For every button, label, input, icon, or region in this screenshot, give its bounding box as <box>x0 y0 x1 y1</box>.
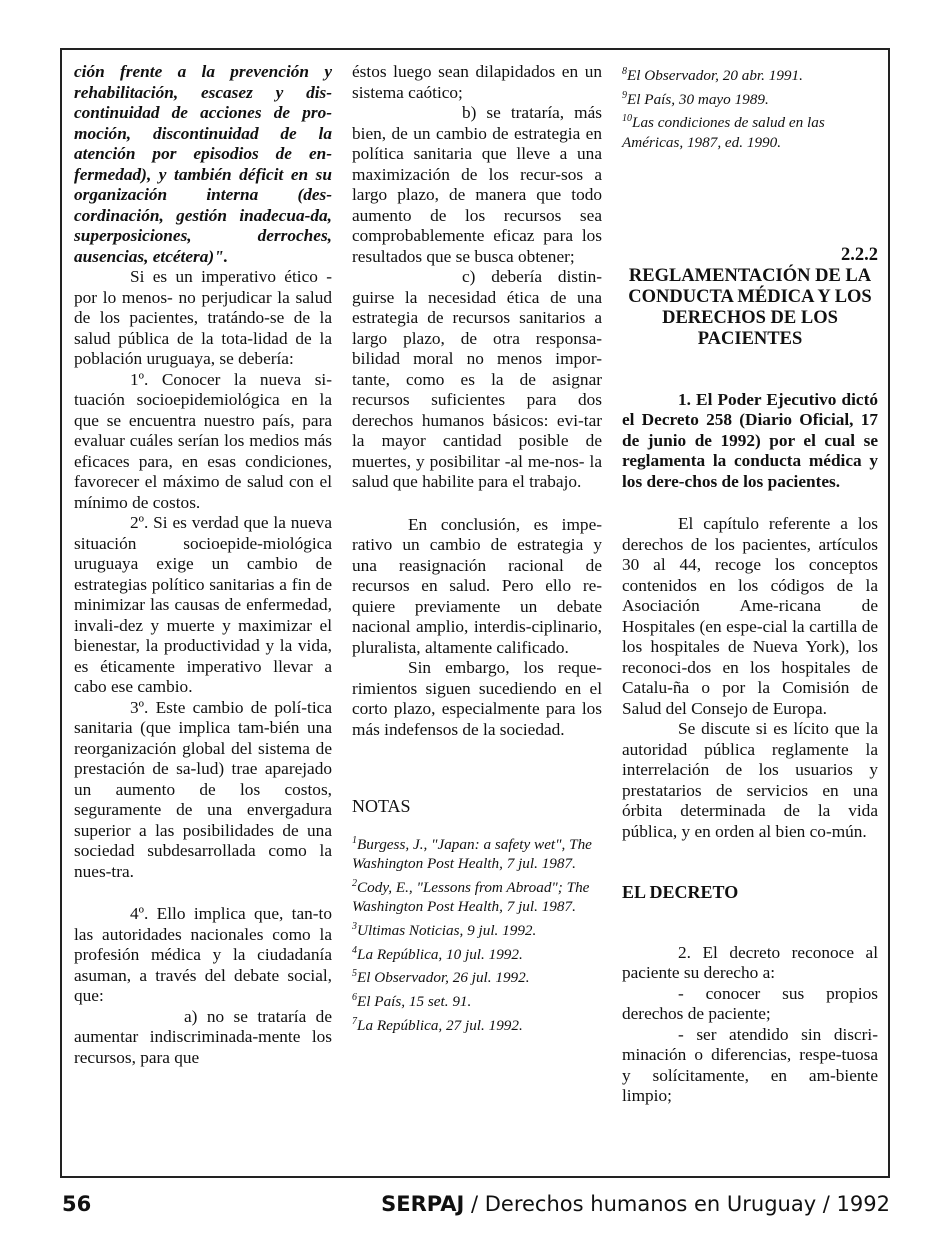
paragraph-point-4: 4º. Ello implica que, tan-to las autoridades nacionales como la profesión médica y la ciudadanía asuman, a través del debate social, que: <box>74 904 332 1005</box>
publication-footer <box>381 1192 890 1216</box>
section-title: REGLAMENTACIÓN DE LA CONDUCTA MÉDICA Y LOS DERECHOS DE LOS PACIENTES <box>628 265 872 349</box>
column-1 <box>74 62 332 1068</box>
page-number: 56 <box>62 1192 92 1216</box>
note-item: $^9$El País, 30 mayo 1989. <box>622 89 769 108</box>
quote-text-a: ción frente a la prevención y rehabilitación, escasez y dis-continuidad de acciones de pro-moción, discontinuidad de la atención por episodios de en-fermedad), y <box>74 62 332 184</box>
list-item-non-discrimination: - ser atendido sin discri-minación o diferencias, respe-tuosa y solícitamente, en am-biente limpio; <box>622 1024 878 1106</box>
list-item-know-rights: - conocer sus propios derechos de paciente; <box>622 983 878 1024</box>
paragraph-imperative: Si es un imperativo ético -por lo menos- no perjudicar la salud de los pacientes, tratándo-se de la salud pública de la tota-lidad de la población uruguaya, se debería: <box>74 267 332 368</box>
paragraph-point-3: 3º. Este cambio de polí-tica sanitaria (que implica tam-bién una reorganización global del sistema de prestación de sa-lud) trae aparejado un aumento de los costos, seguramente de una envergadura superior a las posibilidades de una sociedad subdesarrollada como la nues-tra. <box>74 697 332 881</box>
column-2 <box>352 62 602 1035</box>
note-item: $^2$Cody, E., "Lessons from Abroad"; The Washington Post Health, 7 jul. 1987. <box>352 877 590 916</box>
paragraph-point-4a: a) no se trataría de aumentar indiscriminada-mente los recursos, para que <box>74 1006 332 1067</box>
note-item: $^1$Burgess, J., "Japan: a safety wet", The Washington Post Health, 7 jul. 1987. <box>352 834 592 873</box>
paragraph-patient-rights: El capítulo referente a los derechos de los pacientes, artículos 30 al 44, recoge los conceptos contenidos en los códigos de la Asociación Ame-ricana de Hospitales (en espe-cial la cartilla de los hospitales de Nueva York), los reconoci-dos en los hospitales de Catalu-ña o por la Comisión de Salud del Consejo de Europa. <box>622 514 878 718</box>
notes-title: NOTAS <box>352 796 411 816</box>
note-item: $^7$La República, 27 jul. 1992. <box>352 1015 523 1034</box>
note-item: $^6$El País, 15 set. 91. <box>352 991 472 1011</box>
paragraph-however: Sin embargo, los reque-rimientos siguen sucediendo en el corto plazo, especialmente para los más indefensos de la sociedad. <box>352 658 602 739</box>
paragraph-point-2: 2º. Si es verdad que la nueva situación socioepide-miológica uruguaya exige un cambio de estrategias político sanitarias a fin de minimizar las causas de enfermedad, invali-dez y muerte y maximizar el bienestar, la productividad y la vida, es éticamente imperativo llevar a cabo ese cambio. <box>74 513 332 696</box>
section-number: 2.2.2 <box>841 244 878 265</box>
paragraph-decree-intro: 1. El Poder Ejecutivo dictó el Decreto 258 (Diario Oficial, 17 de junio de 1992) por el cual se reglamenta la conducta médica y los dere-chos de los pacientes. <box>622 389 878 491</box>
paragraph-quote-end <box>74 62 332 267</box>
note-item: $^4$La República, 10 jul. 1992. <box>352 944 523 963</box>
notes-list <box>352 831 602 1036</box>
quote-text-b: en su organización interna (des-cordinación, gestión inadecua-da, superposiciones, derroches, ausencias, etcétera)". <box>74 164 333 266</box>
subheading-decree: EL DECRETO <box>622 882 739 903</box>
paragraph-discussion: Se discute si es lícito que la autoridad pública reglamente la interrelación de los usuarios y prestatarios de servicios en una órbita determinada de la vida pública, y en orden al bien co-mún. <box>622 719 878 841</box>
paragraph-point-1: 1º. Conocer la nueva si-tuación socioepidemiológica en la que se encuentra nuestro país, para evaluar cuáles serían los medios más eficaces para, en esas condiciones, favorecer el máximo de salud con el mínimo de costos. <box>74 369 332 512</box>
paragraph-4a-cont: éstos luego sean dilapidados en un sistema caótico; <box>352 62 602 102</box>
paragraph-point-4c: c) debería distin-guirse la necesidad ética de una estrategia de recursos sanitarios a largo plazo, de otra responsa-bilidad moral no menos impor-tante, como es la de asignar recursos suficientes para dos derechos humanos básicos: evi-tar la mayor cantidad posible de muertes, y posibilitar -al me-nos- la salud que habilite para el trabajo. <box>352 267 602 491</box>
note-item: $^3$Ultimas Noticias, 9 jul. 1992. <box>352 921 537 940</box>
note-item: $^8$El Observador, 20 abr. 1991. <box>622 66 803 85</box>
publisher-brand: SERPAJ <box>381 1192 465 1216</box>
paragraph-conclusion: En conclusión, es impe-rativo un cambio de estrategia y una reasignación racional de recursos en salud. Pero ello re-quiere previamente un debate nacional amplio, interdis-ciplinario, pluralista, altamente calificado. <box>352 514 602 657</box>
quote-text-bold: también déficit <box>174 164 284 184</box>
publication-title: / Derechos humanos en Uruguay / 1992 <box>464 1192 890 1216</box>
column-3 <box>622 62 878 1107</box>
paragraph-decree-rights: 2. El decreto reconoce al paciente su derecho a: <box>622 942 878 983</box>
paragraph-point-4b: b) se trataría, más bien, de un cambio de estrategia en política sanitaria que lleve a una maximización de los recur-sos a largo plazo, de manera que todo aumento de los recursos sea comprobablemente eficaz para los resultados que se busca obtener; <box>352 103 602 266</box>
note-item: $^{10}$Las condiciones de salud en las Américas, 1987, ed. 1990. <box>622 113 825 151</box>
note-item: $^5$El Observador, 26 jul. 1992. <box>352 968 530 987</box>
